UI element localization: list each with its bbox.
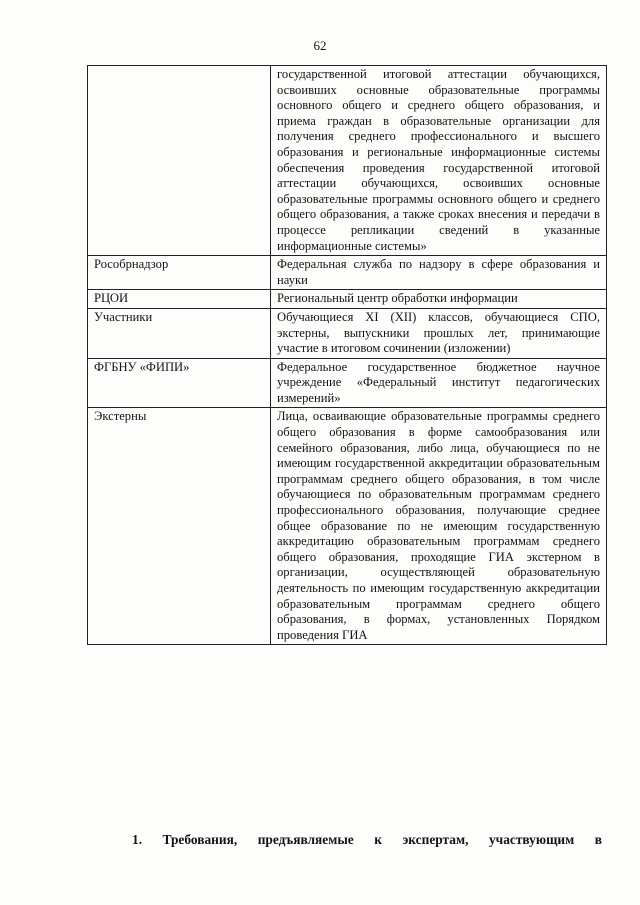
term-cell: Экстерны <box>88 408 271 645</box>
abbreviations-table <box>87 65 607 645</box>
definition-cell: Федеральная служба по надзору в сфере образования и науки <box>271 256 607 290</box>
term-cell: Участники <box>88 308 271 358</box>
table-row <box>88 290 607 309</box>
term-cell: Рособрнадзор <box>88 256 271 290</box>
table-row <box>88 66 607 256</box>
term-cell: ФГБНУ «ФИПИ» <box>88 358 271 408</box>
table-row <box>88 256 607 290</box>
term-cell <box>88 66 271 256</box>
table-row <box>88 358 607 408</box>
section-heading: 1. Требования, предъявляемые к экспертам, участвующим в <box>132 832 602 847</box>
page-number: 62 <box>313 38 327 53</box>
definition-cell: Региональный центр обработки информации <box>271 290 607 309</box>
definition-cell: государственной итоговой аттестации обучающихся, освоивших основные образовательные программы основного общего и среднего общего образования, и приема граждан в образовательные организации для получения среднего профессионального и высшего образования и региональные информационные системы обеспечения проведения государственной итоговой аттестации обучающихся, освоивших основные образовательные программы основного общего и среднего общего образования, а также сроках внесения и передачи в процессе репликации сведений в указанные информационные системы» <box>271 66 607 256</box>
definition-cell: Лица, осваивающие образовательные программы среднего общего образования в форме самообразования или семейного образования, либо лица, обучающиеся по не имеющим государственной аккредитации образовательным программам среднего общего образования, в том числе обучающиеся по образовательным программам среднего профессионального образования, получающие среднее общее образование по не имеющим государственную аккредитацию образовательным программам среднего общего образования, проходящие ГИА экстерном в организации, осуществляющей образовательную деятельность по имеющим государственную аккредитации образовательным программам среднего общего образования, в формах, установленных Порядком проведения ГИА <box>271 408 607 645</box>
term-cell: РЦОИ <box>88 290 271 309</box>
definition-cell: Федеральное государственное бюджетное научное учреждение «Федеральный институт педагогических измерений» <box>271 358 607 408</box>
table-row <box>88 408 607 645</box>
table-row <box>88 308 607 358</box>
definition-cell: Обучающиеся XI (XII) классов, обучающиеся СПО, экстерны, выпускники прошлых лет, принимающие участие в итоговом сочинении (изложении) <box>271 308 607 358</box>
